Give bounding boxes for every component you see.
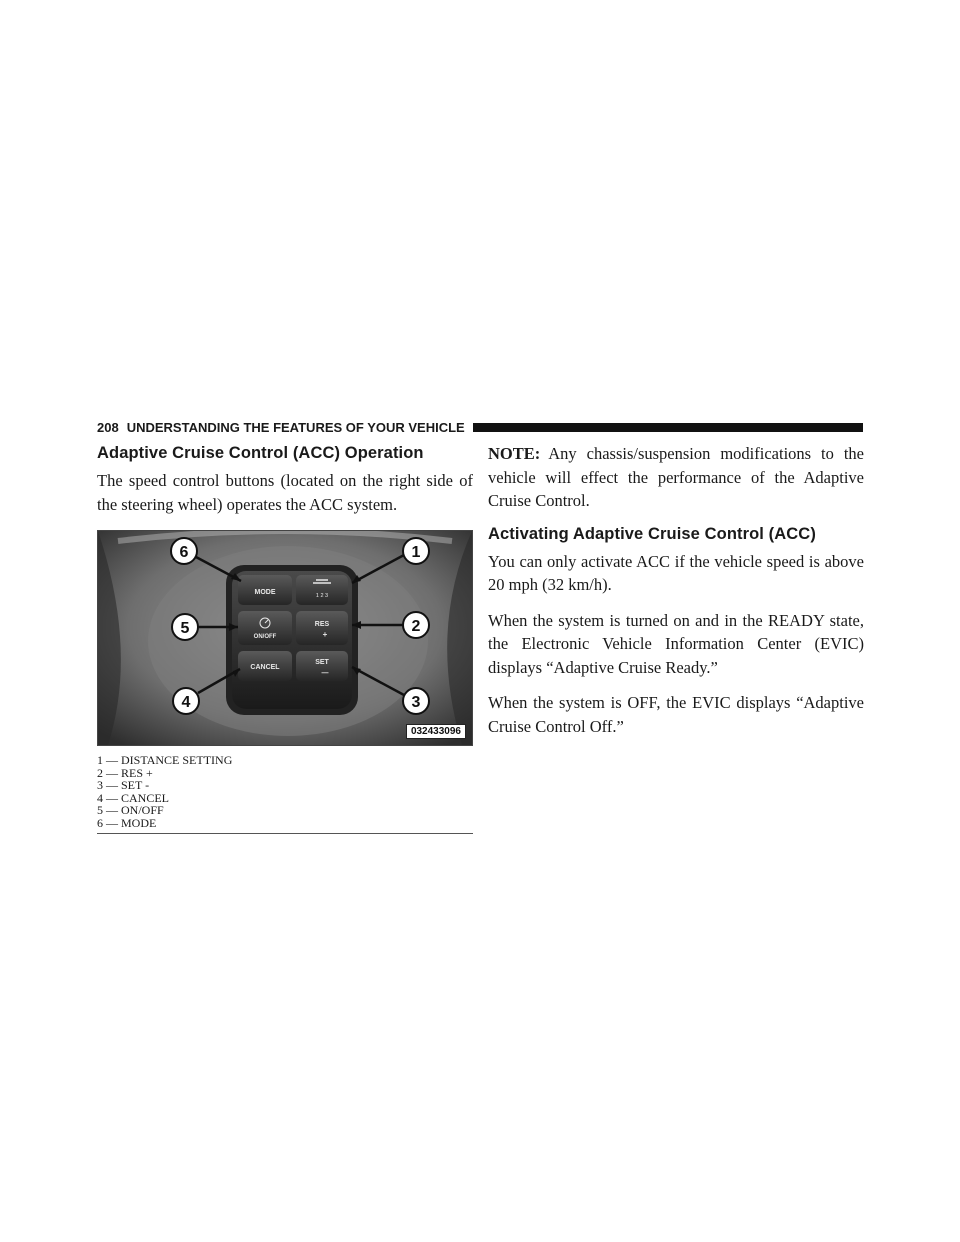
on-off-button-label: ON/OFF [253, 634, 277, 640]
res-plus-label: + [322, 630, 328, 639]
mode-button-label: MODE [254, 589, 276, 596]
svg-text:4: 4 [181, 694, 191, 711]
legend-item: 1 — DISTANCE SETTING [97, 753, 233, 767]
callout-5 [172, 614, 198, 640]
res-button [296, 611, 348, 645]
note-text: Any chassis/suspension modifications to the vehicle will effect the performance of the Adaptive Cruise Control. [488, 444, 864, 510]
callout-2 [403, 612, 429, 638]
callout-6 [171, 538, 197, 564]
running-header [97, 418, 863, 436]
paragraph: When the system is OFF, the EVIC displays “Adaptive Cruise Control Off.” [488, 693, 864, 736]
legend-item: 2 — RES + [97, 765, 153, 780]
acc-operation-heading: Adaptive Cruise Control (ACC) Operation [97, 444, 424, 462]
set-minus-label: — [321, 670, 329, 677]
figure-code: 032433096 [406, 724, 466, 739]
left-column [97, 440, 473, 834]
svg-text:5: 5 [180, 620, 190, 637]
legend-item: 5 — ON/OFF [97, 803, 164, 817]
page-number: 208 [97, 419, 119, 435]
figure-legend [97, 754, 473, 834]
acc-operation-intro: The speed control buttons (located on the right side of the steering wheel) operates the ACC system. [97, 471, 473, 514]
steering-wheel-buttons-figure [97, 530, 473, 746]
legend-item: 6 — MODE [97, 815, 157, 830]
callout-1 [403, 538, 429, 564]
svg-text:3: 3 [411, 694, 421, 711]
steering-wheel-illustration [98, 531, 472, 745]
callout-3 [403, 688, 429, 714]
note-label: NOTE: [488, 444, 541, 463]
paragraph: When the system is turned on and in the READY state, the Electronic Vehicle Information Center (EVIC) displays “Adaptive Cruise Ready.” [488, 610, 864, 677]
legend-item: 3 — SET - [97, 778, 150, 792]
set-button-label: SET [315, 659, 329, 666]
activating-acc-heading: Activating Adaptive Cruise Control (ACC) [488, 524, 816, 543]
legend-item: 4 — CANCEL [97, 790, 169, 805]
callout-4 [173, 688, 199, 714]
header-rule [473, 423, 863, 432]
right-column [488, 440, 864, 750]
svg-text:1: 1 [411, 544, 421, 561]
note-paragraph [488, 442, 864, 513]
svg-text:2: 2 [411, 618, 421, 635]
section-title: UNDERSTANDING THE FEATURES OF YOUR VEHICLE [126, 419, 465, 435]
distance-button-label: 1 2 3 [315, 593, 329, 599]
res-button-label: RES [314, 621, 330, 628]
paragraph: You can only activate ACC if the vehicle speed is above 20 mph (32 km/h). [488, 551, 864, 594]
svg-text:6: 6 [179, 544, 189, 561]
cancel-button-label: CANCEL [250, 664, 280, 671]
